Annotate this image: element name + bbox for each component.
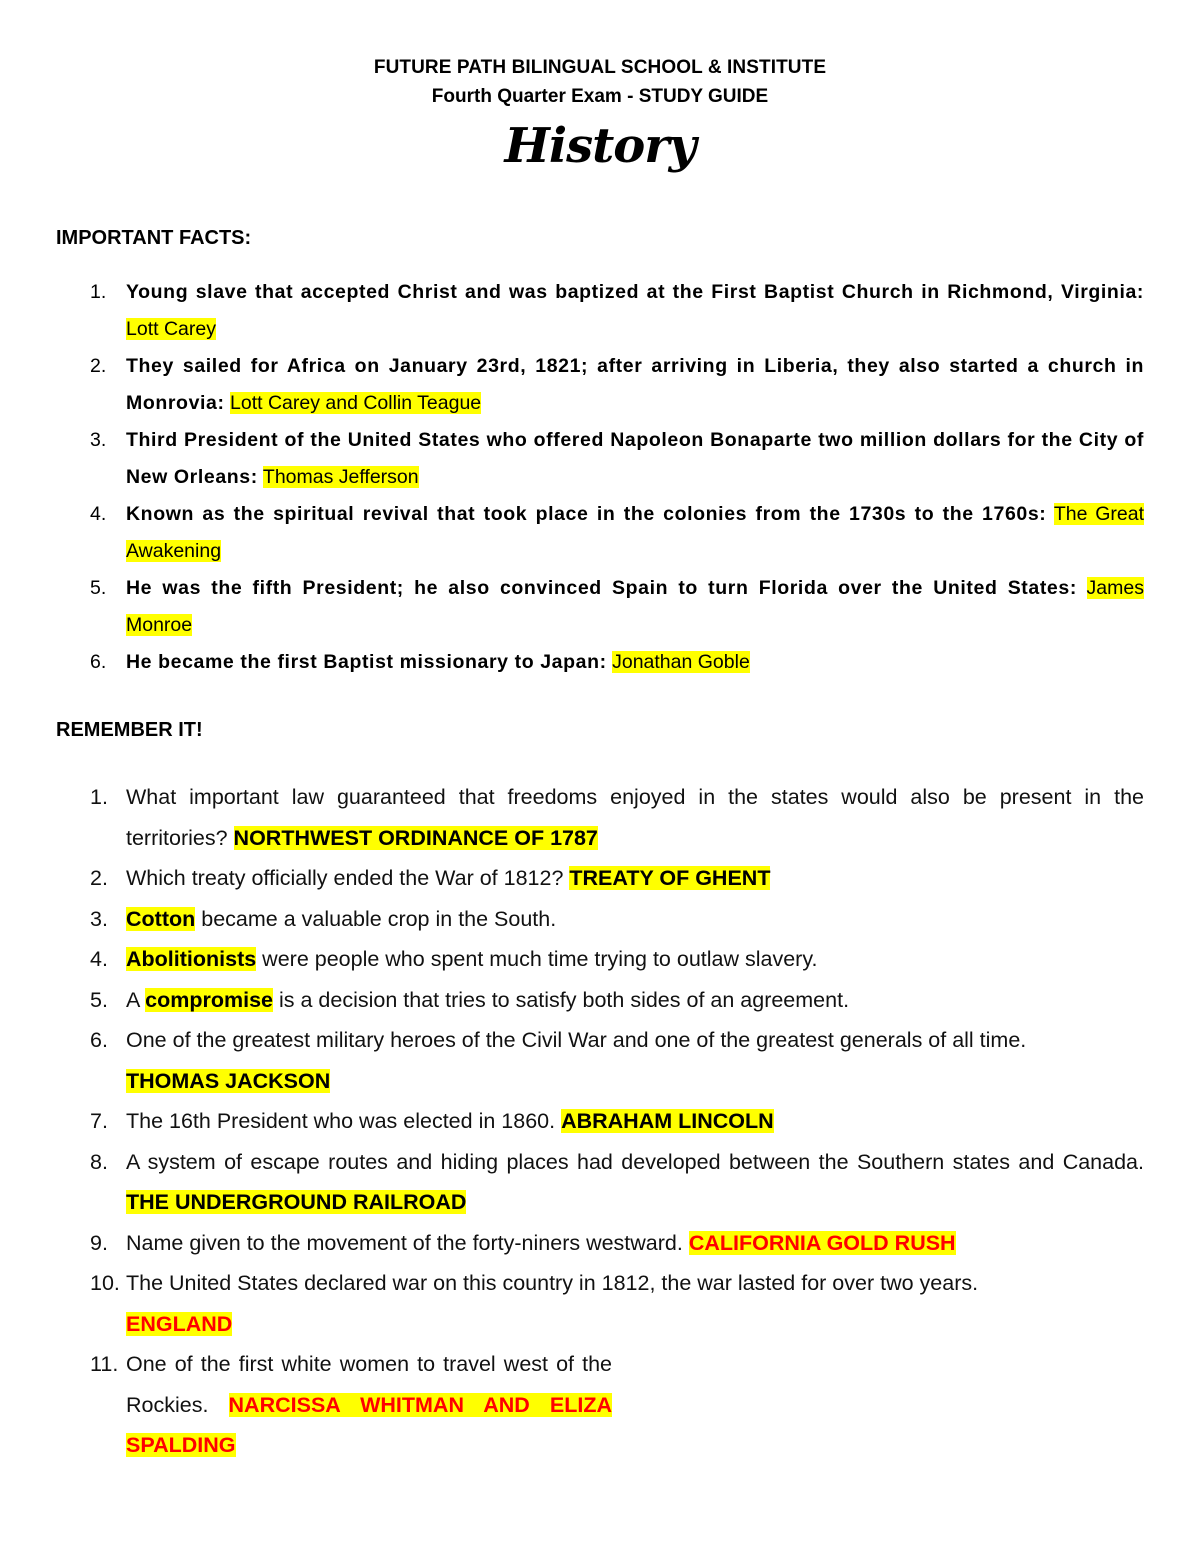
- item-number: 6.: [90, 1028, 108, 1052]
- item-number: 8.: [90, 1149, 108, 1174]
- school-name: FUTURE PATH BILINGUAL SCHOOL & INSTITUTE: [373, 57, 827, 78]
- answer-highlight-red: NARCISSA WHITMAN AND ELIZA SPALDING: [126, 1392, 612, 1457]
- fact-answer: Thomas Jefferson: [262, 466, 419, 488]
- answer-highlight: Cotton: [126, 906, 196, 931]
- item-number: 3.: [90, 906, 108, 931]
- fact-question: Young slave that accepted Christ and was baptized at the First Baptist Church in Richmond, Virginia:: [126, 281, 1144, 303]
- remember-item-7: [56, 1101, 1144, 1142]
- item-number: 1.: [90, 281, 107, 303]
- remember-it-list: [56, 777, 1144, 1466]
- answer-highlight: THOMAS JACKSON: [126, 1068, 331, 1093]
- remember-item-10: [56, 1263, 1144, 1344]
- question-text: One of the first white women to travel west of the Rockies.: [126, 1352, 612, 1417]
- fact-answer: The Great Awakening: [126, 503, 1144, 562]
- remember-item-5: [56, 980, 1144, 1021]
- question-text: What important law guaranteed that freedoms enjoyed in the states would also be present in the territories?: [126, 785, 1144, 850]
- fact-item-1: [56, 274, 1144, 348]
- fact-question: He was the fifth President; he also convinced Spain to turn Florida over the United States:: [126, 577, 1077, 599]
- answer-highlight-red: CALIFORNIA GOLD RUSH: [688, 1230, 956, 1255]
- exam-title: Fourth Quarter Exam - STUDY GUIDE: [431, 86, 769, 107]
- item-number: 2.: [90, 866, 108, 890]
- fact-answer: Lott Carey and Collin Teague: [230, 392, 482, 414]
- remember-it-heading: REMEMBER IT!: [56, 719, 203, 741]
- question-text: Which treaty officially ended the War of 1812?: [126, 866, 564, 890]
- answer-highlight: TREATY OF GHENT: [569, 866, 771, 890]
- fact-answer: Lott Carey: [126, 318, 216, 340]
- item-number: 5.: [90, 987, 108, 1012]
- remember-item-3: [56, 899, 1144, 940]
- answer-highlight: Abolitionists: [126, 947, 257, 971]
- question-text: The United States declared war on this country in 1812, the war lasted for over two years.: [126, 1271, 979, 1295]
- remember-item-6: [56, 1020, 1144, 1101]
- fact-answer: James Monroe: [126, 577, 1144, 636]
- item-number: 5.: [90, 577, 107, 599]
- item-number: 9.: [90, 1230, 108, 1255]
- item-number: 4.: [90, 947, 108, 971]
- remember-item-9: [56, 1223, 1144, 1264]
- fact-question: Known as the spiritual revival that took place in the colonies from the 1730s to the 1760s:: [126, 503, 1047, 525]
- question-text: Name given to the movement of the forty-niners westward.: [126, 1230, 683, 1255]
- question-text: A system of escape routes and hiding places had developed between the Southern states and Canada.: [126, 1149, 1144, 1174]
- remember-item-4: [56, 939, 1144, 980]
- answer-highlight: THE UNDERGROUND RAILROAD: [126, 1190, 467, 1214]
- fact-item-5: [56, 570, 1144, 644]
- question-text: The 16th President who was elected in 1860.: [126, 1109, 556, 1133]
- answer-highlight-red: ENGLAND: [126, 1311, 233, 1336]
- item-number: 11.: [90, 1352, 119, 1376]
- fact-answer: Jonathan Goble: [612, 651, 750, 673]
- important-facts-list: [56, 274, 1144, 681]
- fact-item-4: [56, 496, 1144, 570]
- question-text: One of the greatest military heroes of the Civil War and one of the greatest generals of all time.: [126, 1028, 1027, 1052]
- important-facts-heading: IMPORTANT FACTS:: [56, 227, 252, 249]
- question-text: were people who spent much time trying to outlaw slavery.: [262, 947, 818, 971]
- remember-item-11: [56, 1344, 612, 1466]
- fact-item-2: [56, 348, 1144, 422]
- remember-item-8: [56, 1142, 1144, 1223]
- item-number: 4.: [90, 503, 107, 525]
- remember-item-2: [56, 858, 1144, 899]
- fact-question: He became the first Baptist missionary to Japan:: [126, 651, 607, 673]
- fact-question: Third President of the United States who offered Napoleon Bonaparte two million dollars for the City of New Orleans:: [126, 429, 1144, 488]
- item-number: 1.: [90, 785, 108, 809]
- fact-item-6: [56, 644, 1144, 681]
- subject-title: History: [504, 118, 696, 174]
- item-number: 7.: [90, 1109, 108, 1133]
- fact-question: They sailed for Africa on January 23rd, 1821; after arriving in Liberia, they also started a church in Monrovia:: [126, 355, 1144, 414]
- answer-highlight: ABRAHAM LINCOLN: [561, 1109, 774, 1133]
- question-text: A: [126, 987, 140, 1012]
- remember-item-1: [56, 777, 1144, 858]
- item-number: 3.: [90, 429, 107, 451]
- question-text: became a valuable crop in the South.: [201, 906, 557, 931]
- item-number: 10.: [90, 1271, 120, 1295]
- item-number: 2.: [90, 355, 107, 377]
- item-number: 6.: [90, 651, 107, 673]
- answer-highlight: compromise: [145, 987, 273, 1012]
- answer-highlight: NORTHWEST ORDINANCE OF 1787: [233, 825, 598, 850]
- fact-item-3: [56, 422, 1144, 496]
- question-text: is a decision that tries to satisfy both sides of an agreement.: [278, 987, 850, 1012]
